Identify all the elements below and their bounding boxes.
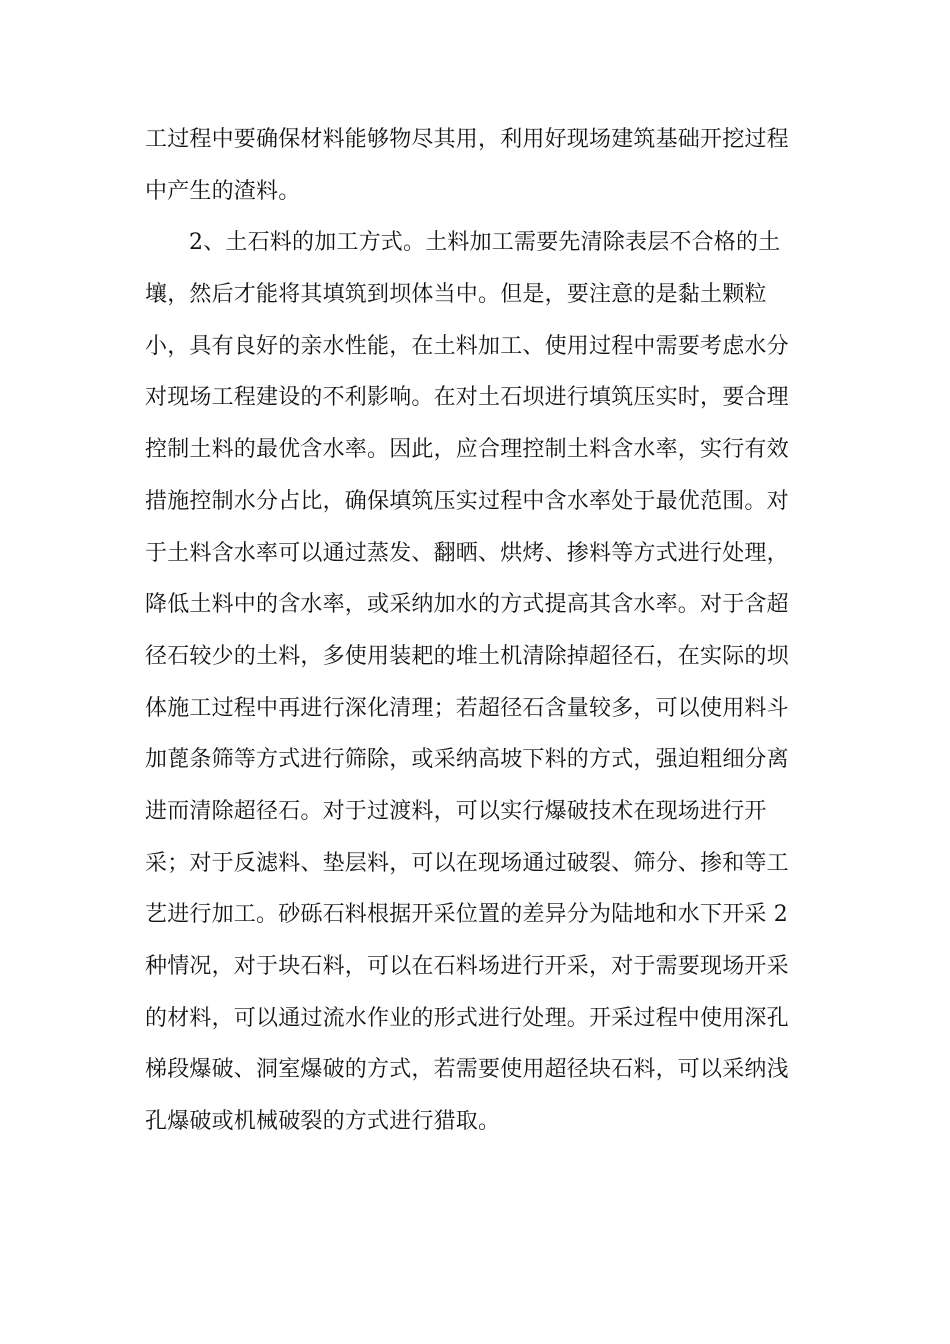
text-line: 艺进行加工。砂砾石料根据开采位置的差异分为陆地和水下开采 2 [145, 902, 788, 928]
text-line: 2、土石料的加工方式。土料加工需要先清除表层不合格的土 [189, 230, 781, 256]
text-line: 进而清除超径石。对于过渡料，可以实行爆破技术在现场进行开 [145, 798, 767, 824]
text-line: 控制土料的最优含水率。因此，应合理控制土料含水率，实行有效 [145, 437, 789, 463]
text-line: 措施控制水分占比，确保填筑压实过程中含水率处于最优范围。对 [145, 488, 789, 514]
text-line: 种情况，对于块石料，可以在石料场进行开采，对于需要现场开采 [145, 954, 789, 979]
text-line: 体施工过程中再进行深化清理；若超径石含量较多，可以使用料斗 [145, 695, 789, 721]
text-line: 壤，然后才能将其填筑到坝体当中。但是，要注意的是黏土颗粒 [145, 282, 767, 308]
text-line: 对现场工程建设的不利影响。在对土石坝进行填筑压实时，要合理 [145, 385, 789, 411]
text-line: 梯段爆破、洞室爆破的方式，若需要使用超径块石料，可以采纳浅 [145, 1057, 789, 1083]
text-line: 中产生的渣料。 [145, 178, 301, 204]
text-line: 小，具有良好的亲水性能，在土料加工、使用过程中需要考虑水分 [145, 333, 789, 359]
text-line: 采；对于反滤料、垫层料，可以在现场通过破裂、筛分、掺和等工 [145, 850, 789, 876]
body-text [145, 114, 805, 1148]
text-line: 降低土料中的含水率，或采纳加水的方式提高其含水率。对于含超 [145, 592, 789, 618]
text-line: 的材料，可以通过流水作业的形式进行处理。开采过程中使用深孔 [145, 1005, 789, 1031]
text-line: 工过程中要确保材料能够物尽其用，利用好现场建筑基础开挖过程 [145, 127, 789, 152]
text-line: 于土料含水率可以通过蒸发、翻晒、烘烤、掺料等方式进行处理， [145, 540, 789, 566]
text-line: 孔爆破或机械破裂的方式进行猎取。 [145, 1109, 501, 1135]
text-line: 径石较少的土料，多使用装耙的堆土机清除掉超径石，在实际的坝 [145, 643, 789, 669]
text-line: 加蓖条筛等方式进行筛除，或采纳高坡下料的方式，强迫粗细分离 [145, 747, 789, 773]
